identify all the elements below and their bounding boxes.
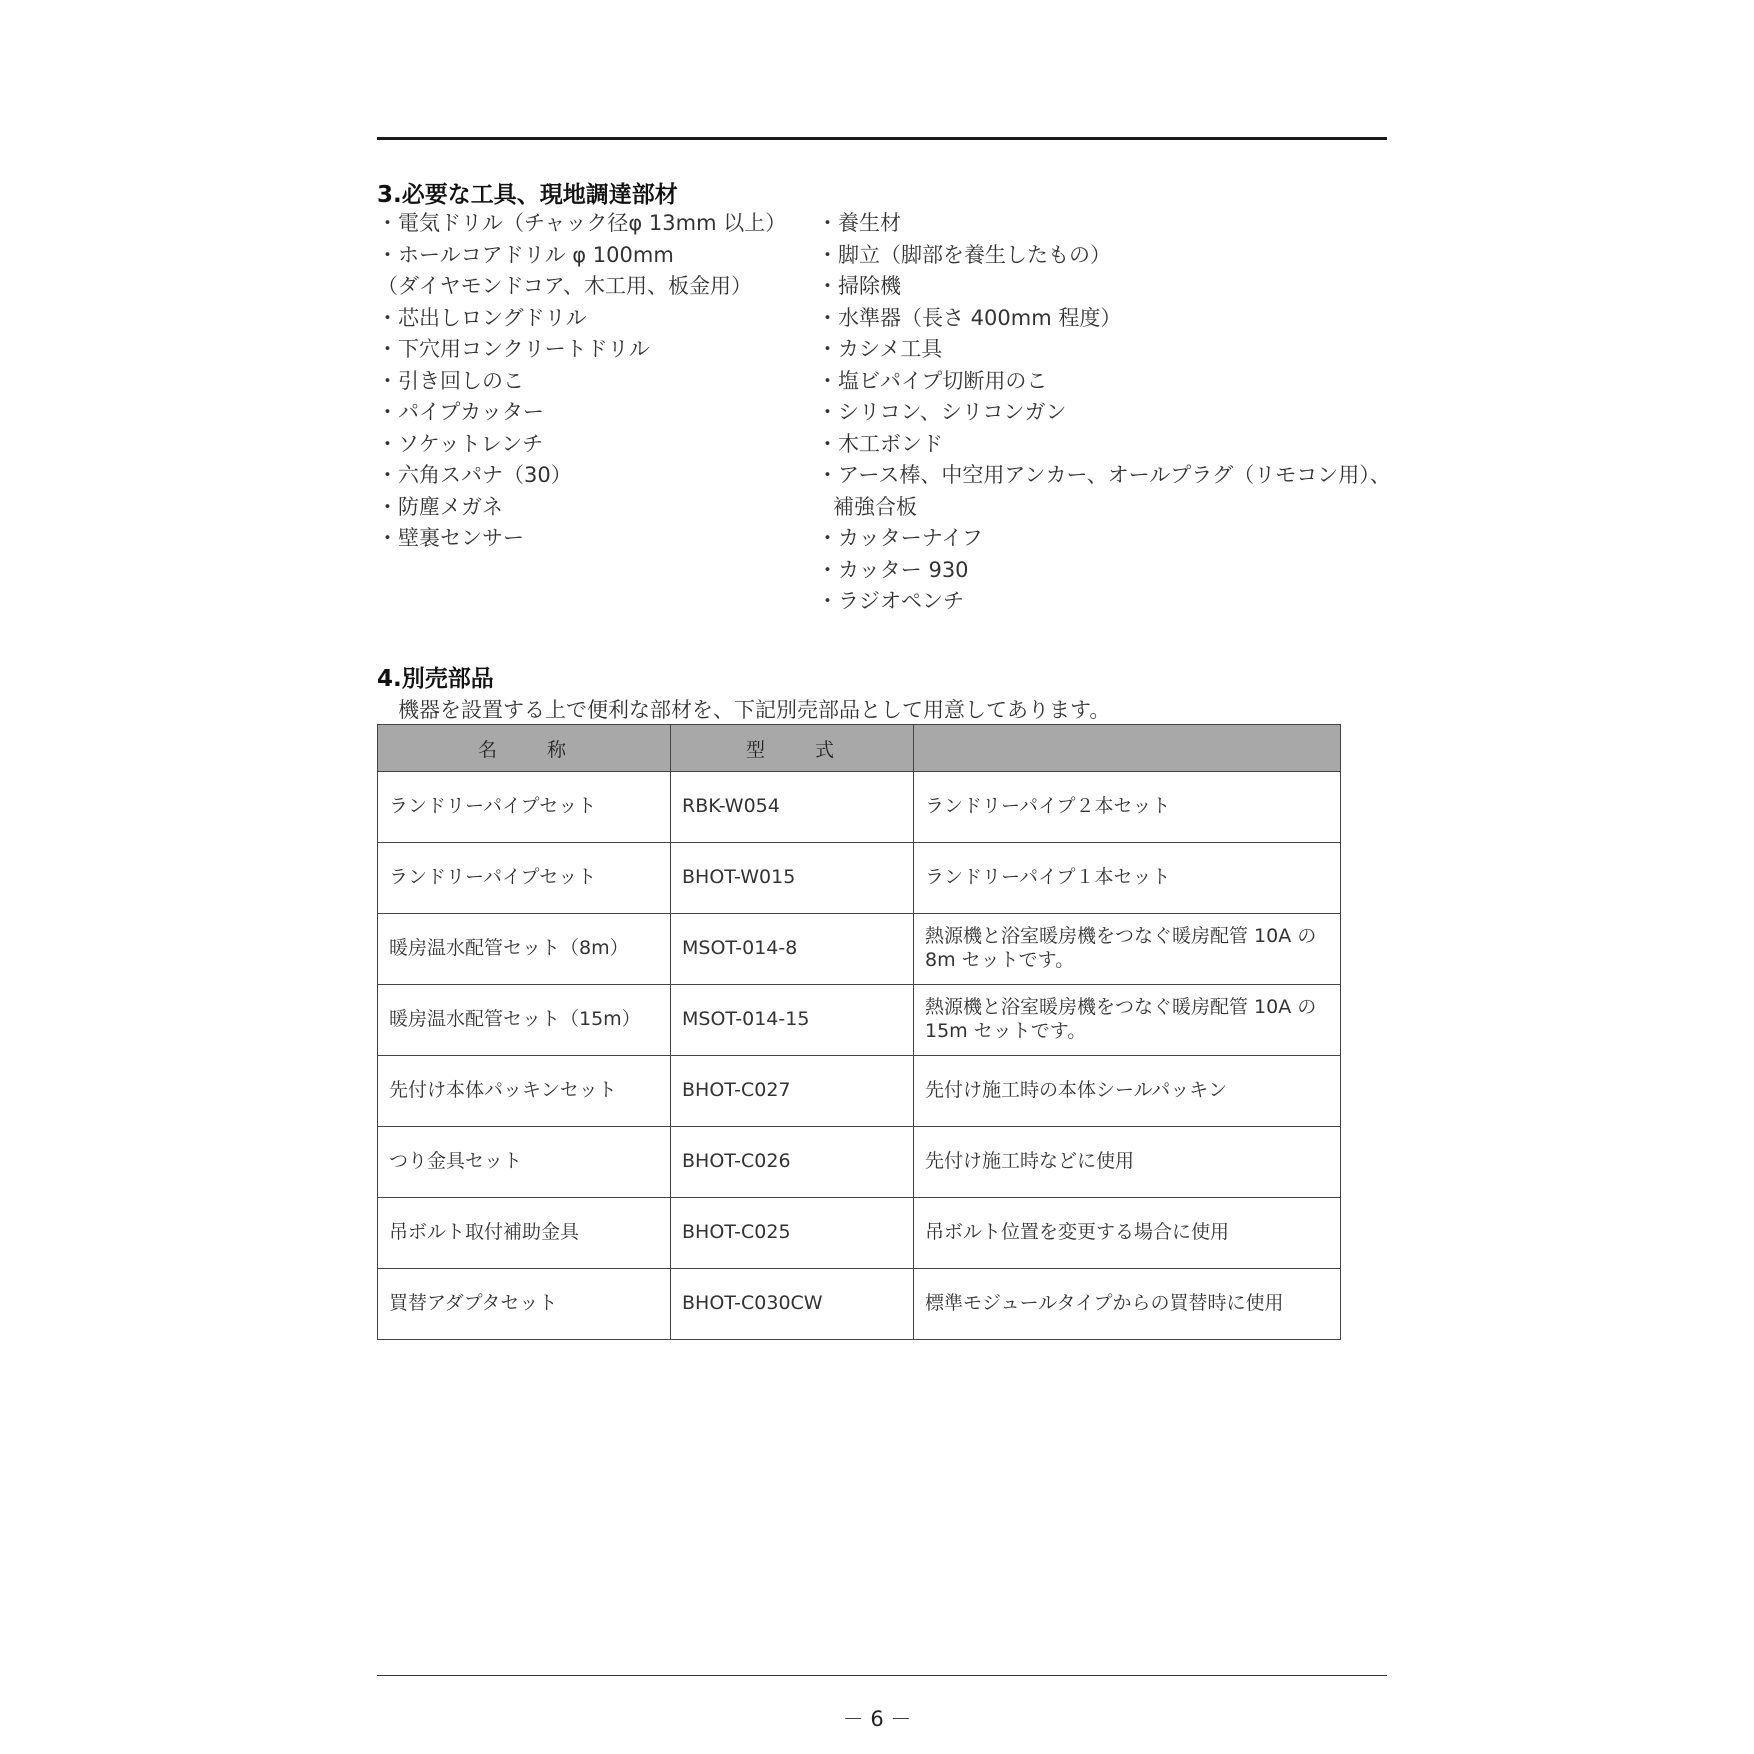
list-item: ・下穴用コンクリートドリル	[377, 337, 650, 361]
list-item: ・アース棒、中空用アンカー、オールプラグ（リモコン用）、	[817, 463, 1391, 487]
list-item: ・カシメ工具	[817, 337, 943, 361]
part-name: ランドリーパイプセット	[378, 843, 671, 914]
list-item: （ダイヤモンドコア、木工用、板金用）	[377, 274, 753, 298]
table-row	[378, 914, 1341, 985]
list-item: ・掃除機	[817, 274, 901, 298]
header-name: 名 称	[378, 725, 671, 772]
tools-list-left	[377, 208, 786, 555]
page-number: － 6 －	[842, 1707, 912, 1731]
part-name: 吊ボルト取付補助金具	[378, 1198, 671, 1269]
table-row	[378, 1198, 1341, 1269]
list-item: 補強合板	[833, 494, 917, 519]
list-item: ・塩ビパイプ切断用のこ	[817, 368, 1048, 393]
list-item: ・防塵メガネ	[377, 494, 503, 519]
section-4-intro: 機器を設置する上で便利な部材を、下記別売部品として用意してあります。	[398, 698, 1111, 722]
header-description	[914, 725, 1341, 772]
top-rule	[377, 137, 1387, 140]
table-row	[378, 843, 1341, 914]
optional-parts-table	[377, 724, 1341, 1340]
list-item: ・シリコン、シリコンガン	[817, 400, 1067, 424]
part-model: BHOT-C025	[671, 1198, 914, 1269]
section-4-title: 4.別売部品	[377, 666, 494, 692]
list-item: ・木工ボンド	[817, 431, 943, 456]
part-model: MSOT-014-15	[671, 985, 914, 1056]
part-description: 吊ボルト位置を変更する場合に使用	[914, 1198, 1341, 1269]
part-name: ランドリーパイプセット	[378, 772, 671, 843]
part-model: MSOT-014-8	[671, 914, 914, 985]
part-description: 先付け施工時の本体シールパッキン	[914, 1056, 1341, 1127]
list-item: ・カッター 930	[817, 557, 969, 582]
list-item: ・電気ドリル（チャック径φ 13mm 以上）	[377, 211, 787, 235]
list-item: ・パイプカッター	[377, 400, 544, 424]
list-item: ・養生材	[817, 211, 901, 235]
part-name: つり金具セット	[378, 1127, 671, 1198]
part-description: 熱源機と浴室暖房機をつなぐ暖房配管 10A の 8m セットです。	[914, 914, 1341, 985]
list-item: ・水準器（長さ 400mm 程度）	[817, 305, 1122, 330]
part-description: 先付け施工時などに使用	[914, 1127, 1341, 1198]
list-item: ・脚立（脚部を養生したもの）	[817, 242, 1111, 267]
bottom-rule	[377, 1675, 1387, 1676]
part-model: BHOT-C027	[671, 1056, 914, 1127]
list-item: ・ソケットレンチ	[377, 431, 544, 456]
part-description: 熱源機と浴室暖房機をつなぐ暖房配管 10A の 15m セットです。	[914, 985, 1341, 1056]
table-row	[378, 1127, 1341, 1198]
table-row	[378, 985, 1341, 1056]
part-description: ランドリーパイプ１本セット	[914, 843, 1341, 914]
part-model: BHOT-C026	[671, 1127, 914, 1198]
list-item: ・六角スパナ（30）	[377, 463, 572, 487]
table-header-row	[378, 725, 1341, 772]
part-name: 買替アダプタセット	[378, 1269, 671, 1340]
header-model: 型 式	[671, 725, 914, 772]
tools-list-right	[817, 208, 1391, 618]
list-item: ・引き回しのこ	[377, 368, 524, 393]
list-item: ・芯出しロングドリル	[377, 305, 587, 330]
part-name: 暖房温水配管セット（8m）	[378, 914, 671, 985]
part-model: BHOT-C030CW	[671, 1269, 914, 1340]
list-item: ・ラジオペンチ	[817, 589, 964, 613]
section-3-title: 3.必要な工具、現地調達部材	[377, 182, 678, 208]
part-description: ランドリーパイプ２本セット	[914, 772, 1341, 843]
table-row	[378, 1269, 1341, 1340]
table-row	[378, 772, 1341, 843]
list-item: ・壁裏センサー	[377, 526, 524, 550]
part-model: RBK-W054	[671, 772, 914, 843]
list-item: ・ホールコアドリル φ 100mm	[377, 242, 674, 267]
part-model: BHOT-W015	[671, 843, 914, 914]
part-description: 標準モジュールタイプからの買替時に使用	[914, 1269, 1341, 1340]
part-name: 暖房温水配管セット（15m）	[378, 985, 671, 1056]
part-name: 先付け本体パッキンセット	[378, 1056, 671, 1127]
table-row	[378, 1056, 1341, 1127]
list-item: ・カッターナイフ	[817, 526, 983, 550]
